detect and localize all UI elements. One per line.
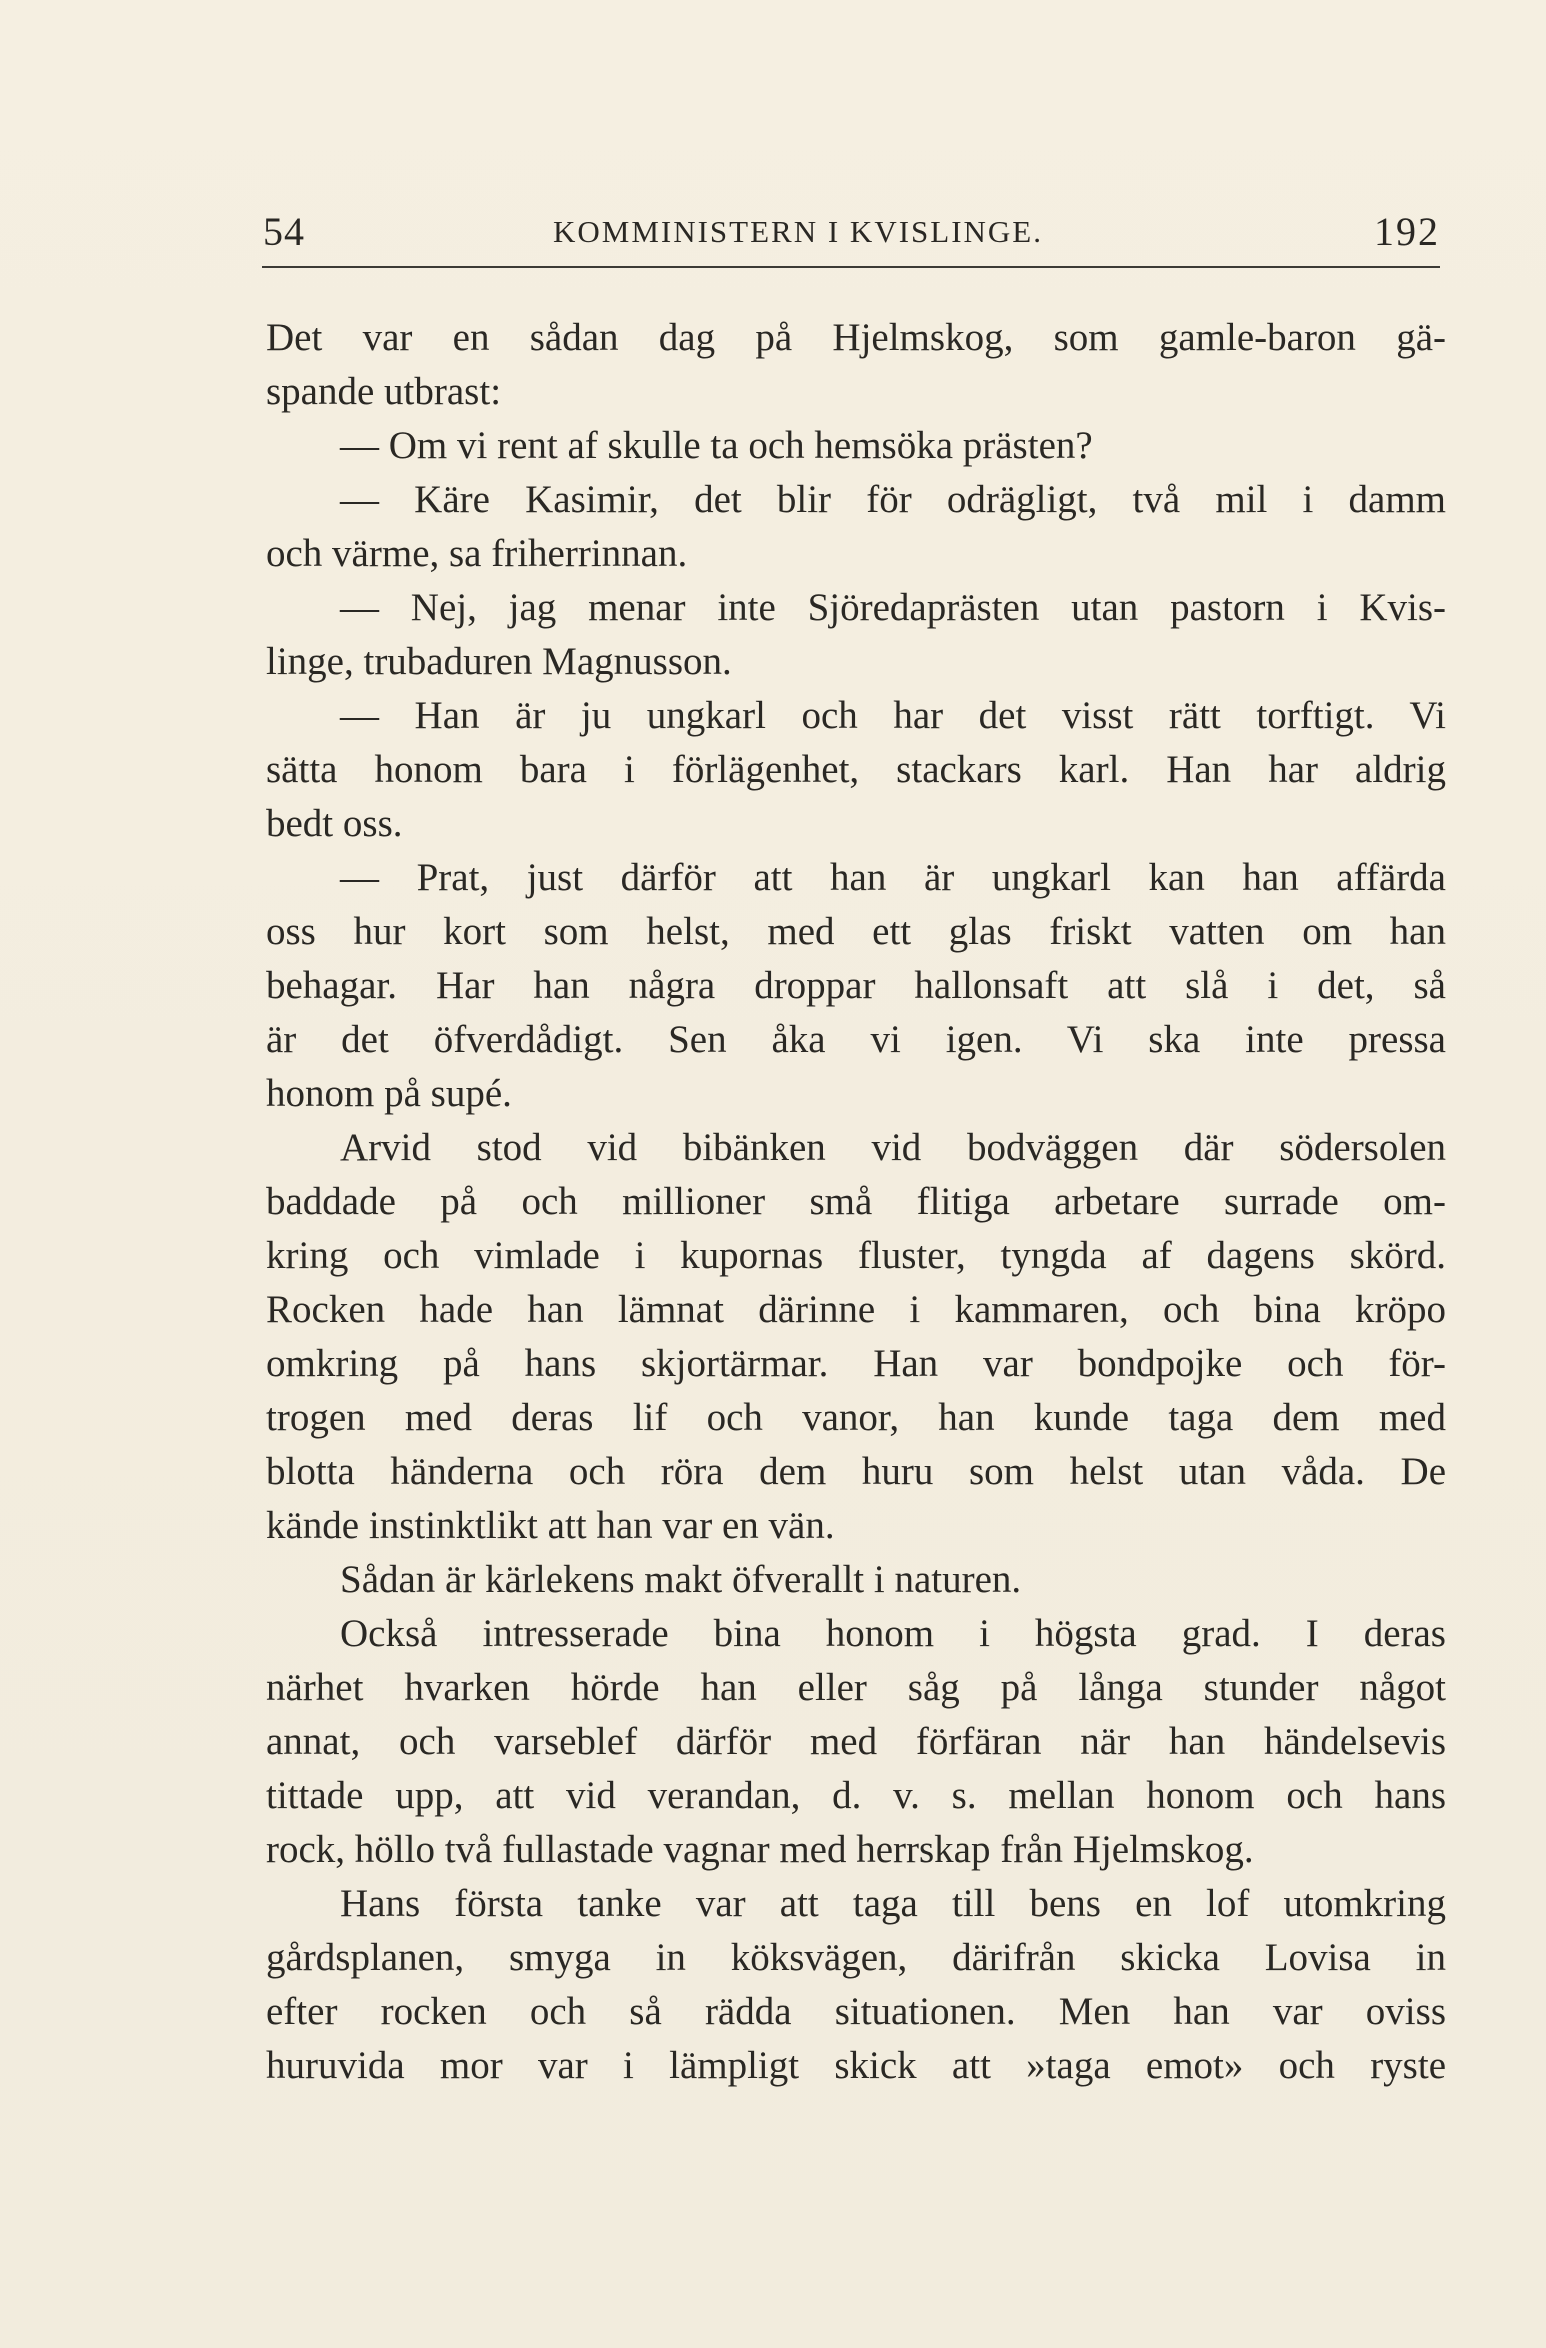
- page-header: [263, 208, 1440, 268]
- text-line: — Nej, jag menar inte Sjöredaprästen utan pastorn i Kvis-: [340, 586, 1446, 629]
- header-rule: [262, 266, 1440, 268]
- text-line: Arvid stod vid bibänken vid bodväggen där södersolen: [340, 1126, 1446, 1169]
- text-line: rock, höllo två fullastade vagnar med herrskap från Hjelmskog.: [266, 1828, 1254, 1871]
- text-line: Hans första tanke var att taga till bens en lof utomkring: [340, 1882, 1446, 1925]
- text-line: gårdsplanen, smyga in köksvägen, därifrån skicka Lovisa in: [266, 1936, 1446, 1979]
- text-line: baddade på och millioner små flitiga arbetare surrade om-: [266, 1180, 1446, 1223]
- text-line: annat, och varseblef därför med förfäran när han händelsevis: [266, 1720, 1446, 1763]
- text-line: Det var en sådan dag på Hjelmskog, som gamle-baron gä-: [266, 316, 1446, 359]
- text-line: Sådan är kärlekens makt öfverallt i naturen.: [340, 1558, 1022, 1601]
- text-line: efter rocken och så rädda situationen. Men han var oviss: [266, 1990, 1446, 2033]
- text-line: omkring på hans skjortärmar. Han var bondpojke och för-: [266, 1342, 1446, 1385]
- text-line: Rocken hade han lämnat därinne i kammaren, och bina kröpo: [266, 1288, 1446, 1331]
- text-line: spande utbrast:: [266, 370, 502, 413]
- text-line: — Om vi rent af skulle ta och hemsöka prästen?: [340, 424, 1093, 467]
- text-line: är det öfverdådigt. Sen åka vi igen. Vi ska inte pressa: [266, 1018, 1446, 1061]
- text-line: tittade upp, att vid verandan, d. v. s. mellan honom och hans: [266, 1774, 1446, 1817]
- text-line: sätta honom bara i förlägenhet, stackars karl. Han har aldrig: [266, 748, 1446, 791]
- text-line: bedt oss.: [266, 802, 403, 845]
- section-number: 192: [1374, 209, 1440, 254]
- page-number: 54: [263, 209, 305, 254]
- text-line: oss hur kort som helst, med ett glas friskt vatten om han: [266, 910, 1446, 953]
- text-line: blotta händerna och röra dem huru som helst utan våda. De: [266, 1450, 1446, 1493]
- text-line: trogen med deras lif och vanor, han kunde taga dem med: [266, 1396, 1446, 1439]
- text-line: kring och vimlade i kupornas fluster, tyngda af dagens skörd.: [266, 1234, 1446, 1277]
- text-line: honom på supé.: [266, 1072, 512, 1115]
- text-line: — Käre Kasimir, det blir för odrägligt, två mil i damm: [340, 478, 1446, 521]
- text-line: kände instinktlikt att han var en vän.: [266, 1504, 835, 1547]
- text-line: Också intresserade bina honom i högsta grad. I deras: [340, 1612, 1446, 1655]
- running-title: KOMMINISTERN I KVISLINGE.: [553, 214, 1043, 249]
- text-line: linge, trubaduren Magnusson.: [266, 640, 732, 683]
- text-line: behagar. Har han några droppar hallonsaft att slå i det, så: [266, 964, 1446, 1007]
- text-line: och värme, sa friherrinnan.: [266, 532, 688, 575]
- body-text: [266, 311, 1446, 2093]
- text-line: — Han är ju ungkarl och har det visst rätt torftigt. Vi: [340, 694, 1446, 737]
- text-line: närhet hvarken hörde han eller såg på långa stunder något: [266, 1666, 1446, 1709]
- text-line: huruvida mor var i lämpligt skick att »taga emot» och ryste: [266, 2044, 1446, 2087]
- text-line: — Prat, just därför att han är ungkarl kan han affärda: [340, 856, 1446, 899]
